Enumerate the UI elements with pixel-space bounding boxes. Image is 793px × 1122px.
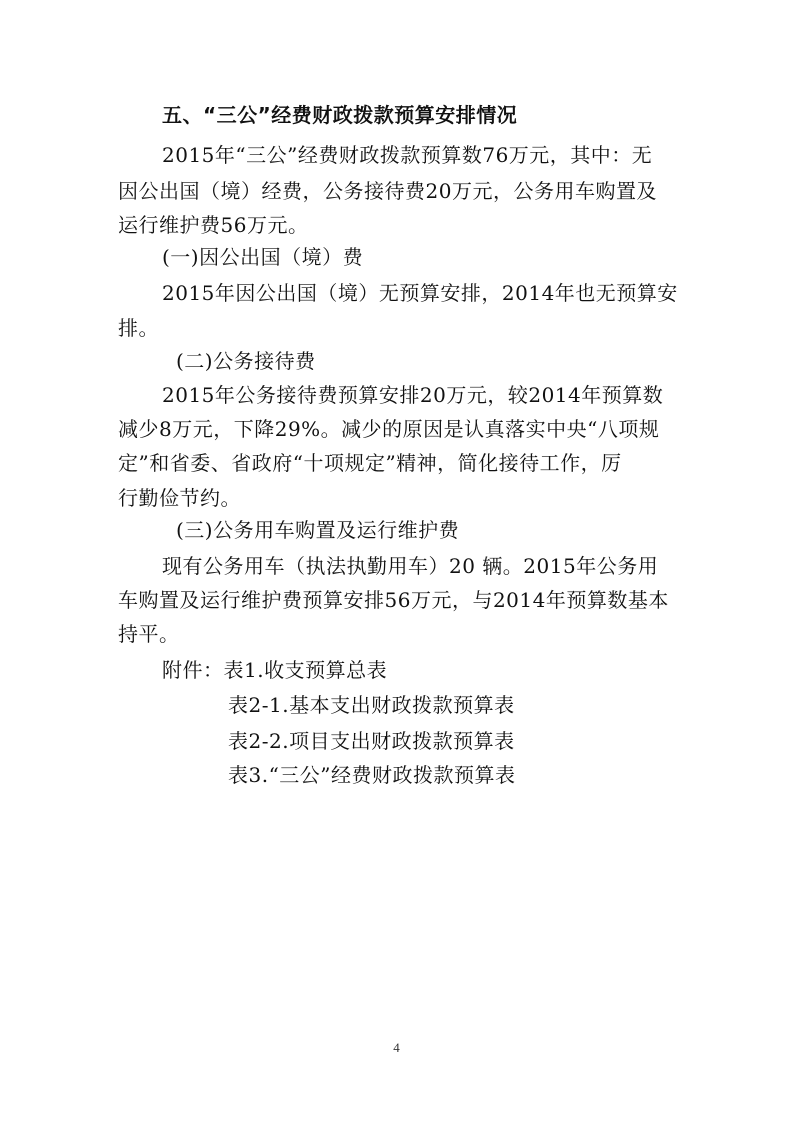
section2-line-3: 定”和省委、省政府“十项规定”精神，简化接待工作，厉 [118, 451, 622, 475]
intro-line-2: 因公出国（境）经费，公务接待费20万元，公务用车购置及 [118, 179, 657, 203]
section2-line-4: 行勤俭节约。 [118, 486, 241, 510]
attachment-item: 表3.“三公”经费财政拨款预算表 [228, 763, 516, 787]
attachment-item: 表2-1.基本支出财政拨款预算表 [228, 693, 515, 717]
section2-line-1: 2015年公务接待费预算安排20万元，较2014年预算数 [162, 383, 664, 407]
section1-line-1: 2015年因公出国（境）无预算安排，2014年也无预算安 [162, 281, 678, 305]
subsection-title-1: (一)因公出国（境）费 [162, 245, 364, 269]
section3-line-3: 持平。 [118, 622, 180, 646]
intro-line-3: 运行维护费56万元。 [118, 213, 309, 237]
subsection-title-3: (三)公务用车购置及运行维护费 [176, 518, 460, 542]
page-number: 4 [393, 1040, 400, 1055]
section2-line-2: 减少8万元，下降29%。减少的原因是认真落实中央“八项规 [118, 417, 660, 441]
section3-line-1: 现有公务用车（执法执勤用车）20 辆。2015年公务用 [162, 554, 659, 578]
intro-line-1: 2015年“三公”经费财政拨款预算数76万元，其中：无 [162, 143, 653, 167]
section3-line-2: 车购置及运行维护费预算安排56万元，与2014年预算数基本 [118, 588, 669, 612]
subsection-title-2: (二)公务接待费 [176, 349, 316, 373]
attachment-item: 表2-2.项目支出财政拨款预算表 [228, 729, 515, 753]
attachments-label: 附件：表1.收支预算总表 [162, 658, 388, 682]
section-heading: 五、“三公”经费财政拨款预算安排情况 [162, 103, 518, 127]
section1-line-2: 排。 [118, 316, 159, 340]
